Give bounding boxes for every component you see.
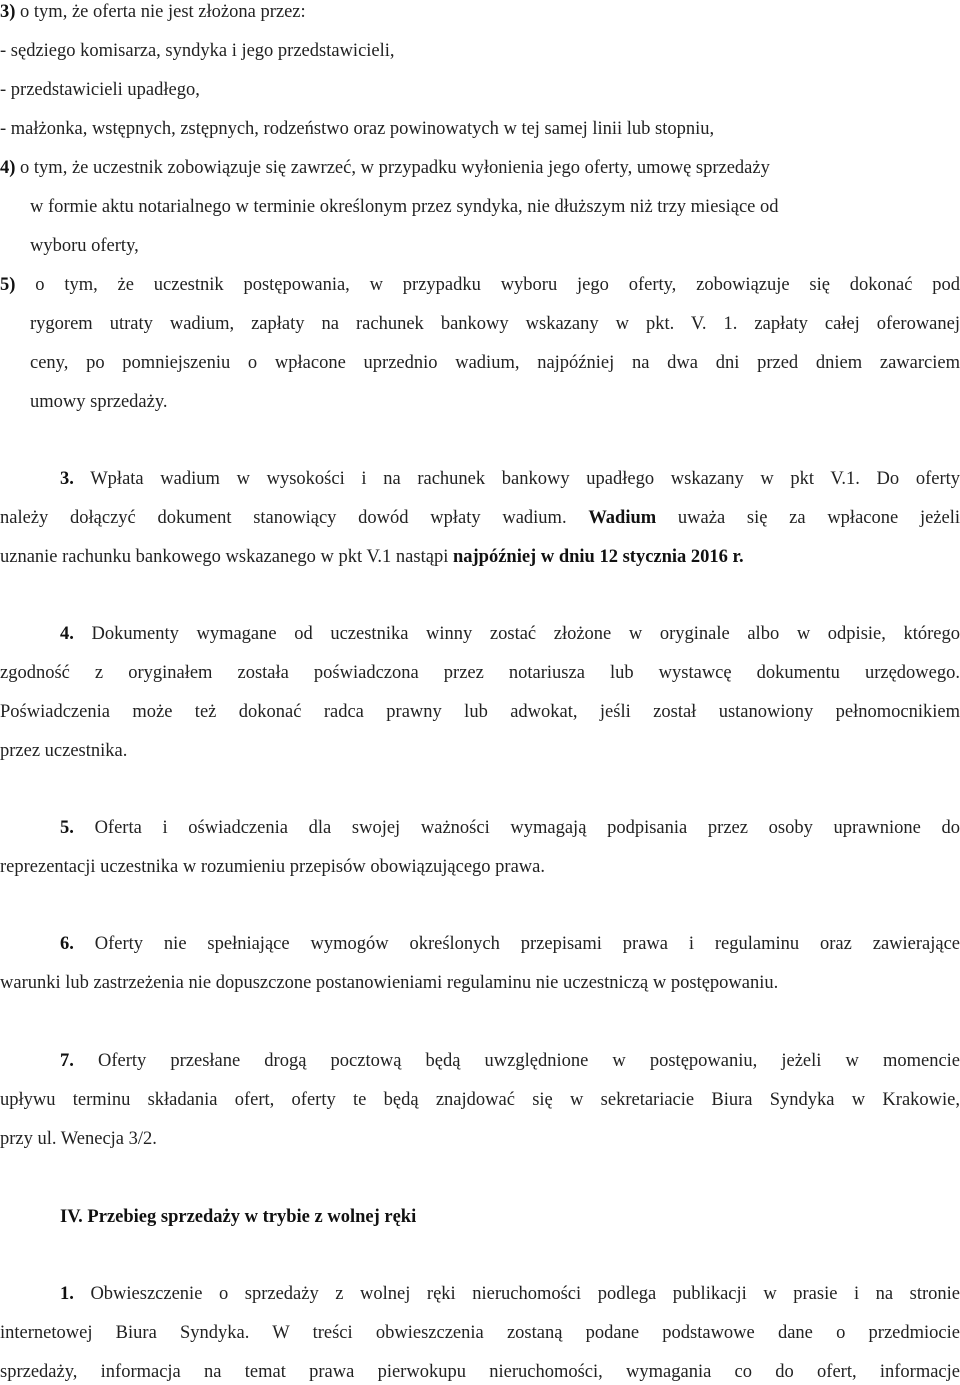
paragraph-6-number: 6.: [60, 934, 74, 954]
section-heading: IV. Przebieg sprzedaży w trybie z wolnej ręki: [60, 1207, 417, 1227]
item-4-number: 4): [0, 158, 16, 178]
paragraph-6-line-2: warunki lub zastrzeżenia nie dopuszczone postanowieniami regulaminu nie uczestniczą w postępowaniu.: [0, 973, 779, 993]
list-item: - przedstawicieli upadłego,: [0, 80, 200, 100]
item-5-line-1: 5) o tym, że uczestnik postępowania, w przypadku wyboru jego oferty, zobowiązuje się dokonać pod: [0, 275, 960, 295]
paragraph-5-line-2: reprezentacji uczestnika w rozumieniu przepisów obowiązującego prawa.: [0, 857, 545, 877]
item-5-line-3: ceny, po pomniejszeniu o wpłacone uprzednio wadium, najpóźniej na dwa dni przed dniem zawarciem: [30, 353, 960, 373]
paragraph-5-number: 5.: [60, 818, 74, 838]
paragraph-7-line-1: 7. Oferty przesłane drogą pocztową będą uwzględnione w postępowaniu, jeżeli w momencie: [60, 1051, 960, 1071]
item-5-number: 5): [0, 275, 16, 295]
item-3-number: 3): [0, 2, 16, 22]
paragraph-4-number: 4.: [60, 624, 74, 644]
paragraph-3-number: 3.: [60, 469, 74, 489]
section-paragraph-1-number: 1.: [60, 1284, 74, 1304]
list-item: - sędziego komisarza, syndyka i jego przedstawicieli,: [0, 41, 395, 61]
paragraph-4-line-1: 4. Dokumenty wymagane od uczestnika winny zostać złożone w oryginale albo w odpisie, którego: [60, 624, 960, 644]
item-3-intro: [0, 0, 960, 24]
item-4-line-1: 4) o tym, że uczestnik zobowiązuje się zawrzeć, w przypadku wyłonienia jego oferty, umowę sprzedaży: [0, 158, 770, 178]
section-paragraph-1-line-2: internetowej Biura Syndyka. W treści obwieszczenia zostaną podane podstawowe dane o przedmiocie: [0, 1323, 960, 1343]
paragraph-3-line-1: 3. Wpłata wadium w wysokości i na rachunek bankowy upadłego wskazany w pkt V.1. Do oferty: [60, 469, 960, 489]
item-4-line-2: w formie aktu notarialnego w terminie określonym przez syndyka, nie dłuższym niż trzy miesiące od: [30, 197, 779, 217]
list-item: - małżonka, wstępnych, zstępnych, rodzeństwo oraz powinowatych w tej samej linii lub stopniu,: [0, 119, 715, 139]
item-5-line-4: umowy sprzedaży.: [30, 392, 168, 412]
paragraph-4-line-4: przez uczestnika.: [0, 741, 128, 761]
paragraph-7-number: 7.: [60, 1051, 74, 1071]
item-3-text: o tym, że oferta nie jest złożona przez:: [20, 2, 306, 22]
section-paragraph-1-line-1: 1. Obwieszczenie o sprzedaży z wolnej ręki nieruchomości podlega publikacji w prasie i na stronie: [60, 1284, 960, 1304]
paragraph-3-line-3: uznanie rachunku bankowego wskazanego w pkt V.1 nastąpi najpóźniej w dniu 12 stycznia 2016 r.: [0, 547, 744, 567]
paragraph-5-line-1: 5. Oferta i oświadczenia dla swojej ważności wymagają podpisania przez osoby uprawnione do: [60, 818, 960, 838]
paragraph-4-line-3: Poświadczenia może też dokonać radca prawny lub adwokat, jeśli został ustanowiony pełnomocnikiem: [0, 702, 960, 722]
paragraph-4-line-2: zgodność z oryginałem została poświadczona przez notariusza lub wystawcę dokumentu urzędowego.: [0, 663, 960, 683]
section-paragraph-1-line-3: sprzedaży, informacja na temat prawa pierwokupu nieruchomości, wymagania co do ofert, informacje: [0, 1362, 960, 1382]
paragraph-7-line-3: przy ul. Wenecja 3/2.: [0, 1129, 157, 1149]
paragraph-7-line-2: upływu terminu składania ofert, oferty te będą znajdować się w sekretariacie Biura Syndyka w Krakowie,: [0, 1090, 960, 1110]
paragraph-3-line-2: należy dołączyć dokument stanowiący dowód wpłaty wadium. Wadium uważa się za wpłacone jeżeli: [0, 508, 960, 528]
item-5-line-2: rygorem utraty wadium, zapłaty na rachunek bankowy wskazany w pkt. V. 1. zapłaty całej oferowanej: [30, 314, 960, 334]
item-4-line-3: wyboru oferty,: [30, 236, 139, 256]
paragraph-6-line-1: 6. Oferty nie spełniające wymogów określonych przepisami prawa i regulaminu oraz zawierające: [60, 934, 960, 954]
